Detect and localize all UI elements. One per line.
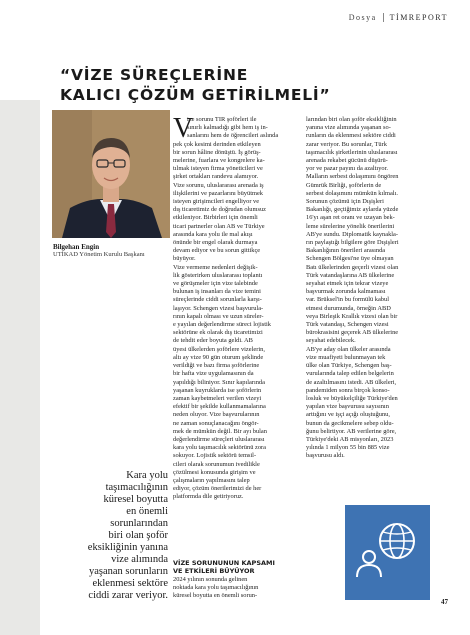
body-line: başvurusu aldı. xyxy=(306,452,345,460)
page-number: 47 xyxy=(441,598,448,606)
body-line: AB'ye sundu. Diplomatik kaynakla- xyxy=(306,230,399,238)
body-line: Bakanlığı, geçtiğimiz aylarda yüzde xyxy=(306,206,399,214)
body-line: pek çok kesimi derinden etkileyen xyxy=(173,140,261,148)
body-line: ğunu belirtiyor. AB verilerine göre, xyxy=(306,427,397,435)
body-line: verildiği ve bazı firma şoförlerine xyxy=(173,362,260,370)
body-line: leme sürelerine yönelik önerilerini xyxy=(306,222,395,230)
quote-line: eksikliğinin yanına xyxy=(87,542,168,553)
quote-line: taşımacılığının xyxy=(105,482,168,493)
body-line: büyüyor. xyxy=(173,255,196,263)
body-line: 2024 yılının sonunda gelinen xyxy=(173,576,248,583)
body-line: bunun da gecikmelere sebep oldu- xyxy=(306,419,394,427)
body-line: Türk vatandaşlarına AB ülkelerine xyxy=(306,271,395,279)
page-header xyxy=(349,13,448,22)
body-line: Vize vermeme nedenleri değişik- xyxy=(173,263,258,271)
body-line: küresel boyutta en önemli sorun- xyxy=(173,592,258,600)
body-line: pandemiden sonra birçok konso- xyxy=(306,386,390,394)
body-line: rının kapalı olması ve uzun süreler- xyxy=(173,312,264,320)
body-line: ilişkilerini ve pazarlarını büyütmek xyxy=(173,189,263,197)
body-line: çözülmesi konusunda girişim ve xyxy=(173,468,256,476)
body-line: Türk vatandaşı, Schengen vizesi xyxy=(306,321,389,329)
body-line: devam ediyor ve bu sorun gittikçe xyxy=(173,247,261,255)
body-line: sınırlı kalmadığı gibi hem iş in- xyxy=(187,124,268,132)
body-line: tılmak isteyen firma yöneticileri ve xyxy=(173,165,263,173)
globe-user-graphic xyxy=(345,505,430,600)
body-line: platformda dile getiriyoruz. xyxy=(173,493,244,501)
body-line: ticari partnerler olan AB ve Türkiye xyxy=(173,222,265,230)
body-line: yaşanan kuyruklarda ise şoförlerin xyxy=(173,386,262,394)
body-line: Türkiye'deki AB misyonları, 2023 xyxy=(306,435,394,443)
body-line: altı ay vize 90 gün oturum şeklinde xyxy=(173,353,264,361)
quote-line: biri olan şoför xyxy=(108,530,168,541)
quote-line: ciddi zarar veriyor. xyxy=(88,590,168,601)
body-line: şirket ortakları randevu alamıyor. xyxy=(173,173,259,181)
body-line: ne zaman sonuçlanacağını öngör- xyxy=(173,419,259,427)
body-line: yapıldığı biliniyor. Sınır kapılarında xyxy=(173,378,265,386)
body-line: ediyor, çözüm önerilerimizi de her xyxy=(173,485,262,493)
section-subheading xyxy=(173,559,303,575)
body-line: mek de mümkün değil. Bir ayı bulan xyxy=(173,427,267,435)
section-label: Dosya xyxy=(348,13,377,22)
quote-line: sorunlarından xyxy=(110,518,168,529)
body-line: başvurmak zorunda kalmaması xyxy=(306,288,386,296)
quote-line: küresel boyutta xyxy=(103,494,168,505)
body-line: seyahat edebilecek. xyxy=(306,337,356,345)
body-line: e yayılan değerlendirme süreci lojistik xyxy=(173,321,271,329)
body-line: önünde bir engel olarak durmaya xyxy=(173,239,258,247)
body-line: serbest dolaşımını mümkün kılmalı. xyxy=(306,189,398,197)
body-line: Sorunun çözümü için Dışişleri xyxy=(306,198,384,206)
quote-line: yaşanan sorunların xyxy=(88,566,168,577)
body-line: taşımacılık şirketlerinin uluslararası xyxy=(306,148,398,156)
body-line: yanına vize alımında yaşanan so- xyxy=(306,124,391,132)
body-line: lik gösterirken uluslararası toplantı xyxy=(173,271,263,279)
caption-name: Bilgehan Engin xyxy=(53,243,100,251)
body-line: efektif bir şekilde kullanmamalarına xyxy=(173,403,266,411)
globe-user-icon xyxy=(345,505,430,600)
body-line: cileri olarak sorunumun ivedilikle xyxy=(173,460,260,468)
brand-label: TİMREPORT xyxy=(389,13,448,22)
quote-line: eklenmesi sektöre xyxy=(92,578,168,589)
body-line: süreçlerinde ciddi sorunlarla karşı- xyxy=(173,296,262,304)
body-column-2 xyxy=(306,116,434,461)
body-line: arasında kara yolu ile mal akışı xyxy=(173,230,253,238)
pull-quote xyxy=(58,470,168,602)
header-divider xyxy=(383,13,384,22)
subhead-line: VİZE SORUNUNUN KAPSAMI xyxy=(173,559,275,567)
body-line: neden oluyor. Vize başvurularının xyxy=(173,411,260,419)
body-line: seyahat etmek için tekrar vizeye xyxy=(306,280,389,288)
body-line: zaman kaybetmeleri verilen vizeyi xyxy=(173,394,262,402)
body-line: var. Brüksel'in bu formülü kabul xyxy=(306,296,389,304)
body-line: rın paylaştığı bilgilere göre Dışişleri xyxy=(306,239,399,247)
body-line: bir hafta vize uygulamasının da xyxy=(173,370,254,378)
subhead-line: VE ETKİLERİ BÜYÜYOR xyxy=(173,567,255,576)
body-line: bir sorun hâline dönüştü. İş görüş- xyxy=(173,148,261,156)
body-line: Bakanlığının önerileri arasında xyxy=(306,247,386,255)
body-line: bulunan iş insanları da vize temini xyxy=(173,288,261,296)
body-line: yılında 1 milyon 55 bin 885 vize xyxy=(306,444,390,452)
body-line: isteyen girişimcileri engelliyor ve xyxy=(173,198,260,206)
body-line: sektörüne ek olarak dış ticaretimizi xyxy=(173,329,263,337)
body-line: Malların serbest dolaşımını öngören xyxy=(306,173,399,181)
body-line: ve görüşmeler için vize talebinde xyxy=(173,280,258,288)
body-line: de azaltılmasını istedi. AB ülkeleri, xyxy=(306,378,397,386)
left-gray-strip xyxy=(0,100,40,635)
body-line: zarar veriyor. Bu sorunlar, Türk xyxy=(306,140,387,148)
body-line: de tehdit eder boyuta geldi. AB xyxy=(173,337,253,345)
title-line-2: KALICI ÇÖZÜM GETİRİLMELİ” xyxy=(60,86,331,104)
body-line: sanlarını hem de öğrencileri aslında xyxy=(187,132,279,140)
body-line: AB'ye aday olan ülkeler arasında xyxy=(306,345,391,353)
caption-role: UTİKAD Yönetim Kurulu Başkanı xyxy=(53,251,145,258)
body-column-1 xyxy=(173,113,301,502)
body-line: Vize sorunu, uluslararası arenada iş xyxy=(173,181,264,189)
body-line: ize sorunu TIR şoförleri ile xyxy=(187,116,257,123)
body-line: noktada kara yolu taşımacılığının xyxy=(173,584,259,592)
body-line: ülke olan Türkiye, Schengen baş- xyxy=(306,362,392,370)
body-line: etmesi durumunda, örneğin ABD xyxy=(306,304,391,312)
body-line: yapılan vize başvurusu sayısının xyxy=(306,403,389,411)
body-line: çalışmaların yapılmasını talep xyxy=(173,476,250,484)
body-line: melerine, fuarlara ve kongrelere ka- xyxy=(173,157,265,165)
body-line: losluk ve büyükelçiliğe Türkiye'den xyxy=(306,394,398,402)
body-line: sokuyor. Lojistik sektörü temsil- xyxy=(173,452,257,460)
body-line: Schengen Bölgesi'ne üye olmayan xyxy=(306,255,394,263)
body-line: 16'yı aşan ret oranı ve uzayan bek- xyxy=(306,214,395,222)
drop-cap: V xyxy=(173,113,194,144)
body-line: Gümrük Birliği, şoförlerin de xyxy=(306,181,382,189)
portrait-photo xyxy=(52,110,170,238)
body-line: Batı ülkelerinden geçerli vizesi olan xyxy=(306,263,399,271)
body-line: vurularında talep edilen belgelerin xyxy=(306,370,394,378)
body-line: vize muafiyeti bulunmayan tek xyxy=(306,353,386,361)
article-title xyxy=(60,65,370,105)
body-line: üyesi ülkelerden şoförlere vizelerin, xyxy=(173,345,265,353)
body-column-1-continued xyxy=(173,576,301,601)
body-line: kara yolu taşımacılık sektörünü zora xyxy=(173,444,266,452)
body-line: veya Birleşik Krallık vizesi olan bir xyxy=(306,312,398,320)
quote-line: Kara yolu xyxy=(126,470,168,481)
body-line: runların da eklenmesi sektöre ciddi xyxy=(306,132,396,140)
body-line: yor ve pazar payını da azaltıyor. xyxy=(306,165,388,173)
body-line: larından biri olan şoför eksikliğinin xyxy=(306,116,397,123)
body-line: laşıyor. Schengen vizesi başvurula- xyxy=(173,304,264,312)
title-line-1: “VİZE SÜREÇLERİNE xyxy=(60,66,249,84)
body-line: arenada rekabet gücünü düşürü- xyxy=(306,157,388,165)
body-line: değerlendirme süreçleri uluslararası xyxy=(173,435,265,443)
body-line: dış ticaretimiz de doğrudan olumsuz xyxy=(173,206,266,214)
body-line: bürokrasisini geçerek AB ülkelerine xyxy=(306,329,399,337)
body-line: etkileniyor. Birbirleri için önemli xyxy=(173,214,258,222)
quote-line: en önemli xyxy=(126,506,168,517)
body-line: arttığını ve işçi açığı oluştuğunu, xyxy=(306,411,390,419)
quote-line: vize alımında xyxy=(111,554,168,565)
